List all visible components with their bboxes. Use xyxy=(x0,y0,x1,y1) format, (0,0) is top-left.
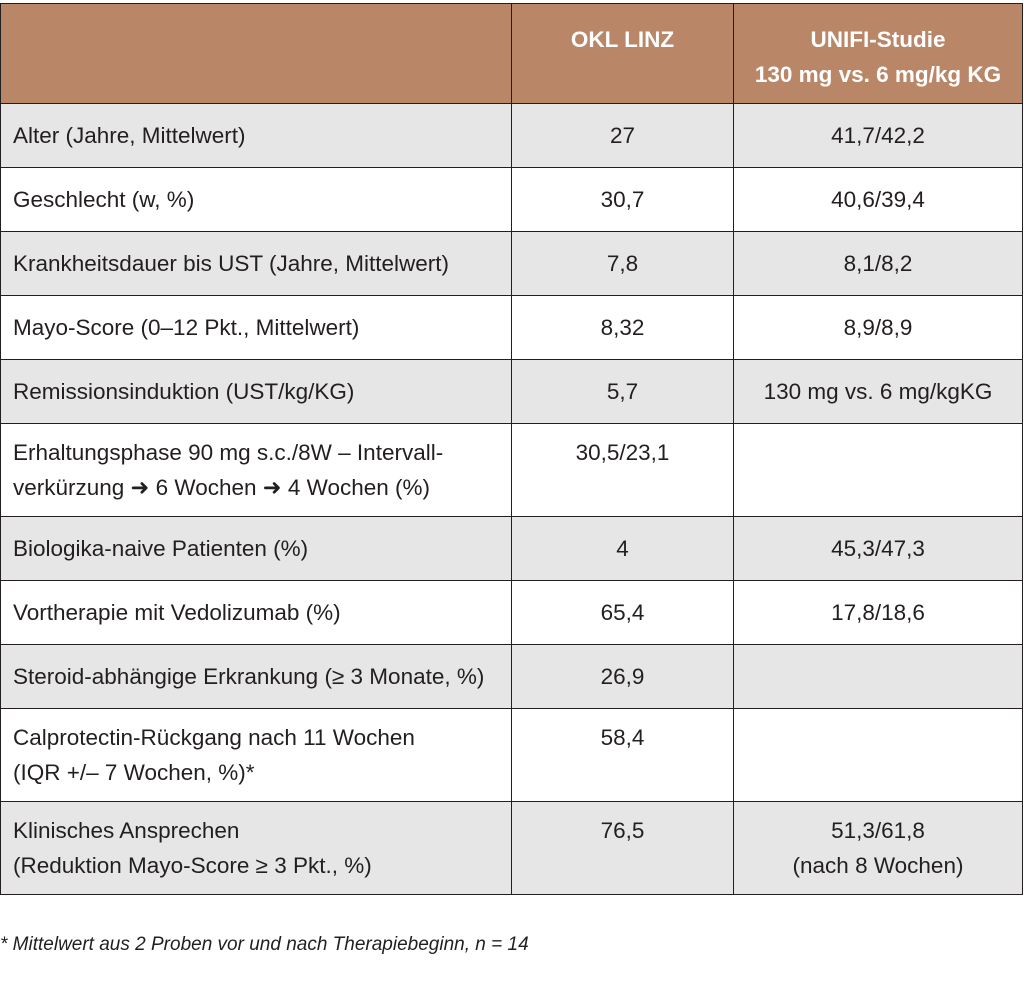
table-row xyxy=(1,360,1023,424)
row-label xyxy=(1,104,512,168)
row-label xyxy=(1,232,512,296)
row-label xyxy=(1,168,512,232)
unifi-value xyxy=(734,802,1023,895)
unifi-value xyxy=(734,709,1023,802)
row-label-line: Biologika-naive Patienten (%) xyxy=(13,536,309,561)
header-unifi-title: UNIFI-Studie xyxy=(810,27,946,52)
row-label-line: Steroid-abhängige Erkrankung (≥ 3 Monate, %) xyxy=(13,664,485,689)
row-label-line: verkürzung ➜ 6 Wochen ➜ 4 Wochen (%) xyxy=(13,475,431,500)
unifi-value xyxy=(734,581,1023,645)
table-row xyxy=(1,517,1023,581)
unifi-value xyxy=(734,104,1023,168)
okl-value: 26,9 xyxy=(512,645,734,709)
unifi-value-line: 40,6/39,4 xyxy=(831,187,925,212)
okl-value: 7,8 xyxy=(512,232,734,296)
row-label-line: Calprotectin-Rückgang nach 11 Wochen xyxy=(13,725,415,750)
table-row xyxy=(1,802,1023,895)
row-label xyxy=(1,296,512,360)
table-row xyxy=(1,168,1023,232)
table-row xyxy=(1,581,1023,645)
row-label-line: Vortherapie mit Vedolizumab (%) xyxy=(13,600,341,625)
unifi-value-line: 8,9/8,9 xyxy=(843,315,913,340)
header-cell-okl-linz: OKL LINZ xyxy=(512,4,734,104)
unifi-value-line: 130 mg vs. 6 mg/kgKG xyxy=(763,379,993,404)
unifi-value xyxy=(734,232,1023,296)
row-label-line: (Reduktion Mayo-Score ≥ 3 Pkt., %) xyxy=(13,853,372,878)
unifi-value xyxy=(734,360,1023,424)
header-cell-unifi xyxy=(734,4,1023,104)
row-label xyxy=(1,581,512,645)
table-row xyxy=(1,232,1023,296)
row-label-line: Geschlecht (w, %) xyxy=(13,187,195,212)
row-label-line: Remissionsinduktion (UST/kg/KG) xyxy=(13,379,355,404)
row-label xyxy=(1,360,512,424)
okl-value: 4 xyxy=(512,517,734,581)
row-label xyxy=(1,424,512,517)
header-cell-label xyxy=(1,4,512,104)
unifi-value-line: 51,3/61,8 xyxy=(831,818,925,843)
unifi-value xyxy=(734,424,1023,517)
row-label-line: Klinisches Ansprechen xyxy=(13,818,240,843)
header-unifi-subtitle: 130 mg vs. 6 mg/kg KG xyxy=(754,62,1002,87)
okl-value: 8,32 xyxy=(512,296,734,360)
table-row xyxy=(1,645,1023,709)
row-label-line: Erhaltungsphase 90 mg s.c./8W – Intervall- xyxy=(13,440,444,465)
row-label xyxy=(1,709,512,802)
row-label-line: (IQR +/– 7 Wochen, %)* xyxy=(13,760,255,785)
okl-value: 30,7 xyxy=(512,168,734,232)
unifi-value-line: (nach 8 Wochen) xyxy=(792,853,964,878)
okl-value: 65,4 xyxy=(512,581,734,645)
table-row xyxy=(1,296,1023,360)
unifi-value-line: 8,1/8,2 xyxy=(843,251,913,276)
table-row xyxy=(1,104,1023,168)
unifi-value xyxy=(734,645,1023,709)
unifi-value xyxy=(734,296,1023,360)
row-label xyxy=(1,645,512,709)
row-label xyxy=(1,802,512,895)
unifi-value xyxy=(734,517,1023,581)
table-row xyxy=(1,424,1023,517)
comparison-table xyxy=(0,3,1023,895)
okl-value: 76,5 xyxy=(512,802,734,895)
table-header-row xyxy=(1,4,1023,104)
okl-value: 27 xyxy=(512,104,734,168)
unifi-value xyxy=(734,168,1023,232)
row-label-line: Krankheitsdauer bis UST (Jahre, Mittelwert) xyxy=(13,251,449,276)
okl-value: 58,4 xyxy=(512,709,734,802)
row-label xyxy=(1,517,512,581)
table-footnote: * Mittelwert aus 2 Proben vor und nach Therapiebeginn, n = 14 xyxy=(0,934,529,955)
row-label-line: Mayo-Score (0–12 Pkt., Mittelwert) xyxy=(13,315,360,340)
unifi-value-line: 41,7/42,2 xyxy=(831,123,925,148)
table-row xyxy=(1,709,1023,802)
unifi-value-line: 17,8/18,6 xyxy=(831,600,925,625)
row-label-line: Alter (Jahre, Mittelwert) xyxy=(13,123,246,148)
okl-value: 30,5/23,1 xyxy=(512,424,734,517)
okl-value: 5,7 xyxy=(512,360,734,424)
unifi-value-line: 45,3/47,3 xyxy=(831,536,925,561)
